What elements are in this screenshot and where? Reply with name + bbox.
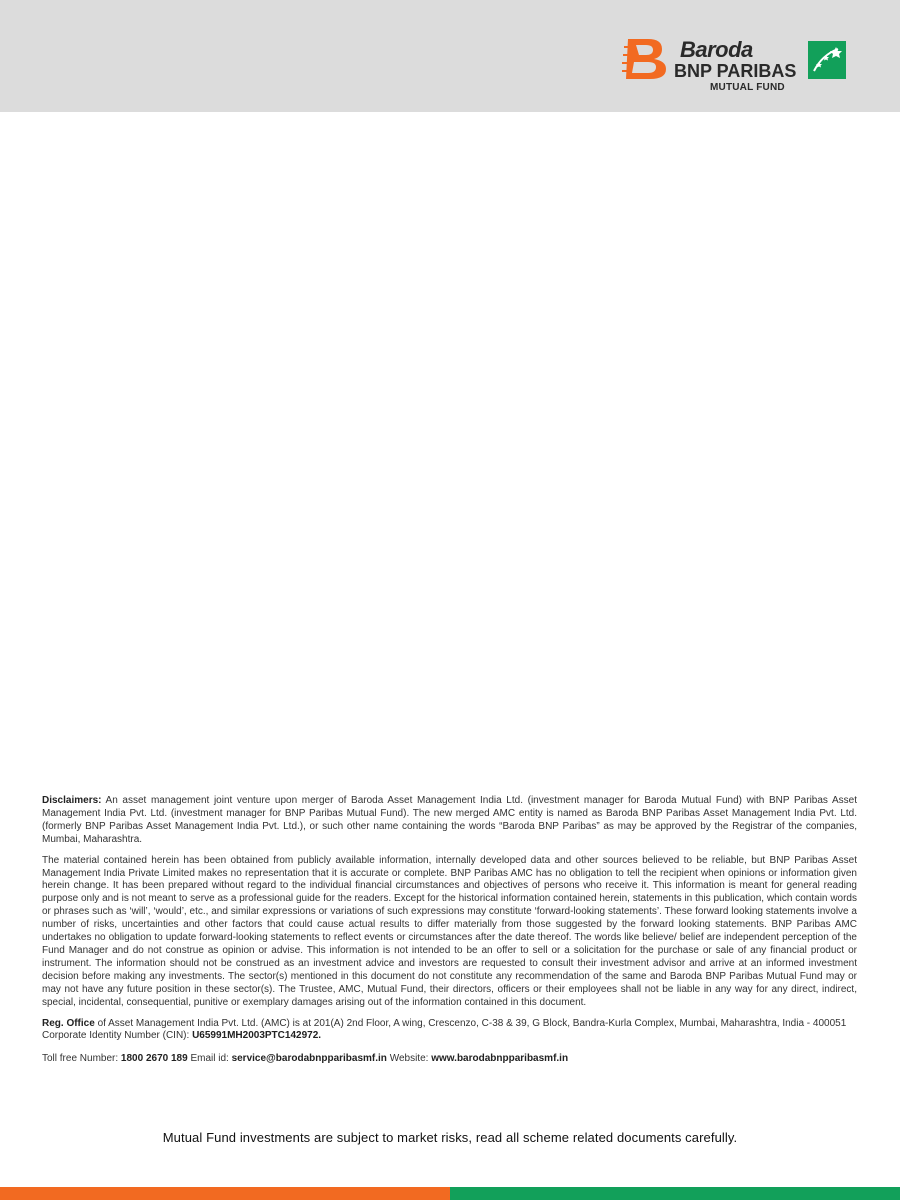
disclaimer-label: Disclaimers:	[42, 795, 102, 806]
page-header	[0, 0, 900, 112]
material-paragraph: The material contained herein has been obtained from publicly available information, internally developed data and other sources believed to be reliable, but BNP Paribas Asset Management India Private Limited makes no representation that it is accurate or complete. BNP Paribas AMC has no obligation to tell the recipient when opinions or information given herein change. It has been prepared without regard to the individual financial circumstances and objectives of persons who receive it. This information is meant for general reading purpose only and is not meant to serve as a professional guide for the readers. Except for the historical information contained herein, statements in this publication, which contain words or phrases such as ‘will’, ‘would’, etc., and similar expressions or variations of such expressions may constitute ‘forward-looking statements’. These forward looking statements involve a number of risks, uncertainties and other factors that could cause actual results to differ materially from those suggested by the forward looking statements. BNP Paribas AMC undertakes no obligation to update forward-looking statements to reflect events or circumstances after the date thereof. The words like believe/ belief are independent perception of the Fund Manager and do not construe as opinion or advise. This information is not intended to be an offer to sell or a solicitation for the purchase or sale of any financial product or instrument. The information should not be construed as an investment advice and investors are requested to consult their investment advisor and arrive at an informed investment decision before making any investments. The sector(s) mentioned in this document do not constitute any recommendation of the same and Baroda BNP Paribas Mutual Fund may or may not have any future position in these sector(s). The Trustee, AMC, Mutual Fund, their directors, officers or their employees shall not be liable in any way for any direct, indirect, special, incidental, consequential, punitive or exemplary damages arising out of the information contained in this document.	[42, 854, 857, 1008]
baroda-bnp-paribas-logo	[622, 37, 850, 97]
tollfree-label: Toll free Number:	[42, 1053, 121, 1065]
website-link[interactable]: www.barodabnpparibasmf.in	[431, 1053, 569, 1065]
reg-office-label: Reg. Office	[42, 1017, 95, 1029]
disclaimer-paragraph	[42, 795, 857, 847]
email-label: Email id:	[190, 1053, 232, 1065]
baroda-b-icon	[622, 37, 670, 81]
contact-line	[42, 1053, 857, 1066]
bnp-paribas-stars-icon	[808, 41, 846, 79]
logo-line-2: BNP PARIBAS	[674, 61, 797, 81]
cin-value: U65991MH2003PTC142972.	[192, 1030, 322, 1042]
email-link[interactable]: service@barodabnpparibasmf.in	[231, 1053, 387, 1065]
reg-office-text: of Asset Management India Pvt. Ltd. (AMC) is at 201(A) 2nd Floor, A wing, Crescenzo, C-38 & 39, G Block, Bandra-Kurla Complex, Mumbai, Maharashtra, India - 400051	[94, 1017, 847, 1029]
logo-line-1: Baroda	[680, 37, 753, 62]
disclaimer-text: An asset management joint venture upon merger of Baroda Asset Management India Ltd. (investment manager for Baroda Mutual Fund) with BNP Paribas Asset Management India Pvt. Ltd. (investment manager for BNP Paribas Mutual Fund). The new merged AMC entity is named as Baroda BNP Paribas Asset Management India Pvt. Ltd. (formerly BNP Paribas Asset Management India Pvt. Ltd.), or such other name containing the words “Baroda BNP Paribas” as may be approved by the Registrar of the companies, Mumbai, Maharashtra.	[42, 795, 857, 845]
reg-office-paragraph	[42, 1018, 857, 1044]
website-label: Website:	[389, 1053, 432, 1065]
cin-label: Corporate Identity Number (CIN):	[42, 1030, 193, 1042]
disclaimer-section	[42, 795, 857, 1074]
footer-orange-bar	[0, 1187, 450, 1200]
tollfree-number: 1800 2670 189	[120, 1053, 188, 1065]
logo-line-3: MUTUAL FUND	[710, 82, 785, 93]
market-risk-tagline: Mutual Fund investments are subject to market risks, read all scheme related documents carefully.	[162, 1130, 738, 1145]
footer-green-bar	[450, 1187, 900, 1200]
